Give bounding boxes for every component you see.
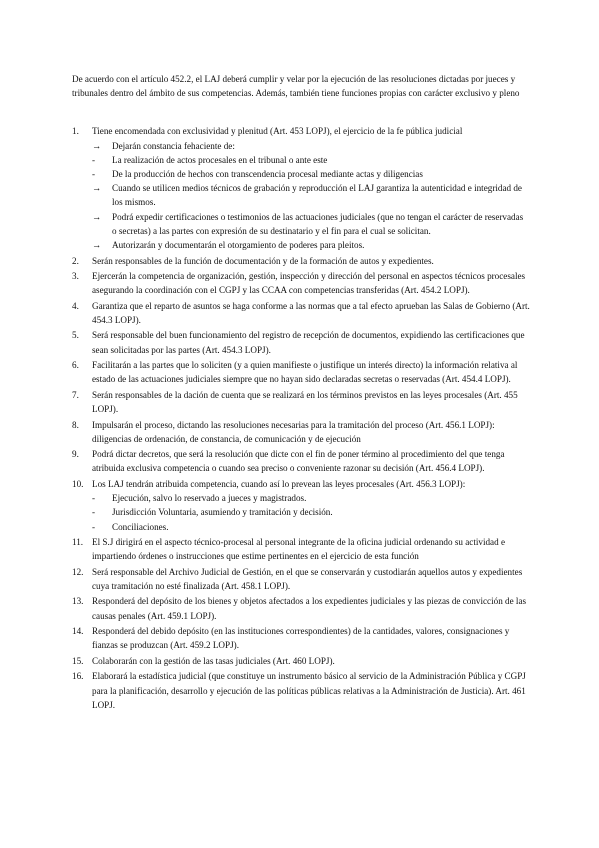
dash-bullet-icon: -	[92, 169, 96, 180]
sub-list-item-text: Podrá expedir certificaciones o testimonios de las actuaciones judiciales (que no tengan el carácter de reservadas o secretas) a las partes con expresión de su destinatario y el fin para el cual se solicitan.	[112, 211, 524, 236]
sub-list-item-text: Conciliaciones.	[112, 521, 169, 532]
dash-bullet-icon: -	[92, 493, 96, 504]
list-item	[72, 358, 530, 386]
dash-bullet-icon: -	[92, 507, 96, 518]
list-item-number: 10.	[72, 478, 84, 489]
list-item-number: 8.	[72, 419, 79, 430]
dash-bullet-icon: -	[92, 521, 96, 532]
list-item-number: 16.	[72, 671, 84, 682]
sub-list-item	[92, 491, 530, 505]
sub-list-item	[92, 505, 530, 519]
list-item	[72, 388, 530, 416]
sub-list	[92, 491, 530, 534]
list-item-number: 4.	[72, 300, 79, 311]
list-item-number: 14.	[72, 626, 84, 637]
list-item-text: Responderá del depósito de los bienes y objetos afectados a los expedientes judiciales y las piezas de convicción de las causas penales (Art. 459.1 LOPJ).	[92, 596, 527, 621]
arrow-bullet-icon: →	[92, 140, 102, 151]
list-item	[72, 299, 530, 327]
list-item	[72, 447, 530, 475]
sub-list-item	[92, 210, 530, 238]
list-item-number: 1.	[72, 126, 79, 137]
list-item-number: 15.	[72, 655, 84, 666]
list-item-text: El S.J dirigirá en el aspecto técnico-procesal al personal integrante de la oficina judicial ordenando su actividad e impartiendo órdenes o instrucciones que estime pertinentes en el ejercicio de esta función	[92, 537, 505, 562]
arrow-bullet-icon: →	[92, 183, 102, 194]
list-item-number: 6.	[72, 360, 79, 371]
list-item-text: Impulsarán el proceso, dictando las resoluciones necesarias para la tramitación del proceso (Art. 456.1 LOPJ): diligencias de ordenación, de constancia, de comunicación y de ejecución	[92, 419, 495, 444]
list-item-text: Elaborará la estadística judicial (que constituye un instrumento básico al servicio de la Administración Pública y CGPJ para la planificación, desarrollo y ejecución de las políticas públicas relativas a la Administración de Justicia). Art. 461 LOPJ.	[92, 671, 526, 710]
functions-list	[72, 124, 530, 712]
list-item-text: Colaborarán con la gestión de las tasas judiciales (Art. 460 LOPJ).	[92, 655, 335, 666]
list-item-text: Facilitarán a las partes que lo soliciten (y a quien manifieste o justifique un interés directo) la información relativa al estado de las actuaciones judiciales siempre que no hayan sido declaradas secretas o reservadas (Art. 454.4 LOPJ).	[92, 360, 518, 385]
sub-list-item	[92, 238, 530, 252]
sub-list-item-text: Cuando se utilicen medios técnicos de grabación y reproducción el LAJ garantiza la autenticidad e integridad de los mismos.	[112, 183, 522, 208]
intro-paragraph: De acuerdo con el artículo 452.2, el LAJ deberá cumplir y velar por la ejecución de las resoluciones dictadas por jueces y tribunales dentro del ámbito de sus competencias. Además, también tiene funciones propias con carácter exclusivo y pleno	[72, 74, 520, 99]
sub-list-item	[92, 153, 530, 167]
list-item	[72, 124, 530, 252]
list-item	[72, 254, 530, 268]
list-item	[72, 669, 530, 712]
arrow-bullet-icon: →	[92, 211, 102, 222]
list-item	[72, 477, 530, 534]
list-item-number: 3.	[72, 271, 79, 282]
sub-list-item	[92, 167, 530, 181]
list-item-number: 11.	[72, 537, 84, 548]
list-item-number: 13.	[72, 596, 84, 607]
list-item-text: Ejercerán la competencia de organización, gestión, inspección y dirección del personal en aspectos técnicos procesales asegurando la coordinación con el CGPJ y las CCAA con competencias transferidas (Art. 454.2 LOPJ).	[92, 271, 526, 296]
sub-list	[92, 139, 530, 253]
list-item-number: 7.	[72, 389, 79, 400]
list-item-text: Será responsable del buen funcionamiento del registro de recepción de documentos, expidiendo las certificaciones que sean solicitadas por las partes (Art. 454.3 LOPJ).	[92, 330, 525, 355]
list-item	[72, 565, 530, 593]
list-item-number: 2.	[72, 255, 79, 266]
list-item	[72, 328, 530, 356]
list-item	[72, 654, 530, 668]
list-item	[72, 418, 530, 446]
list-item-text: Será responsable del Archivo Judicial de Gestión, en el que se conservarán y custodiarán aquellos autos y expedientes cuya tramitación no esté finalizada (Art. 458.1 LOPJ).	[92, 566, 523, 591]
sub-list-item-text: De la producción de hechos con transcendencia procesal mediante actas y diligencias	[112, 169, 423, 180]
sub-list-item-text: Ejecución, salvo lo reservado a jueces y magistrados.	[112, 493, 307, 504]
list-item	[72, 594, 530, 622]
list-item-number: 9.	[72, 449, 79, 460]
sub-list-item-text: Autorizarán y documentarán el otorgamiento de poderes para pleitos.	[112, 240, 365, 251]
sub-list-item-text: La realización de actos procesales en el tribunal o ante este	[112, 154, 328, 165]
list-item-text: Serán responsables de la función de documentación y de la formación de autos y expedientes.	[92, 255, 434, 266]
sub-list-item-text: Dejarán constancia fehaciente de:	[112, 140, 235, 151]
arrow-bullet-icon: →	[92, 240, 102, 251]
list-item	[72, 535, 530, 563]
list-item-text: Serán responsables de la dación de cuenta que se realizará en los términos previstos en las leyes procesales (Art. 455 LOPJ).	[92, 389, 518, 415]
list-item-number: 12.	[72, 566, 84, 577]
list-item-text: Los LAJ tendrán atribuida competencia, cuando así lo prevean las leyes procesales (Art. 456.3 LOPJ):	[92, 478, 466, 489]
list-item	[72, 269, 530, 297]
sub-list-item	[92, 520, 530, 534]
list-item-text: Garantiza que el reparto de asuntos se haga conforme a las normas que a tal efecto aprueban las Salas de Gobierno (Art. 454.3 LOPJ).	[92, 300, 530, 325]
dash-bullet-icon: -	[92, 154, 96, 165]
sub-list-item	[92, 139, 530, 153]
list-item-text: Tiene encomendada con exclusividad y plenitud (Art. 453 LOPJ), el ejercicio de la fe pública judicial	[92, 126, 463, 137]
list-item	[72, 624, 530, 652]
list-item-text: Podrá dictar decretos, que será la resolución que dicte con el fin de poner término al procedimiento del que tenga atribuida exclusiva competencia o cuando sea preciso o conveniente razonar su decisión (Art. 456.4 LOPJ).	[92, 449, 505, 474]
list-item-text: Responderá del debido depósito (en las instituciones correspondientes) de la cantidades, valores, consignaciones y fianzas se produzcan (Art. 459.2 LOPJ).	[92, 626, 510, 651]
sub-list-item-text: Jurisdicción Voluntaria, asumiendo y tramitación y decisión.	[112, 507, 333, 518]
sub-list-item	[92, 181, 530, 209]
list-item-number: 5.	[72, 330, 79, 341]
document-page	[72, 72, 530, 713]
